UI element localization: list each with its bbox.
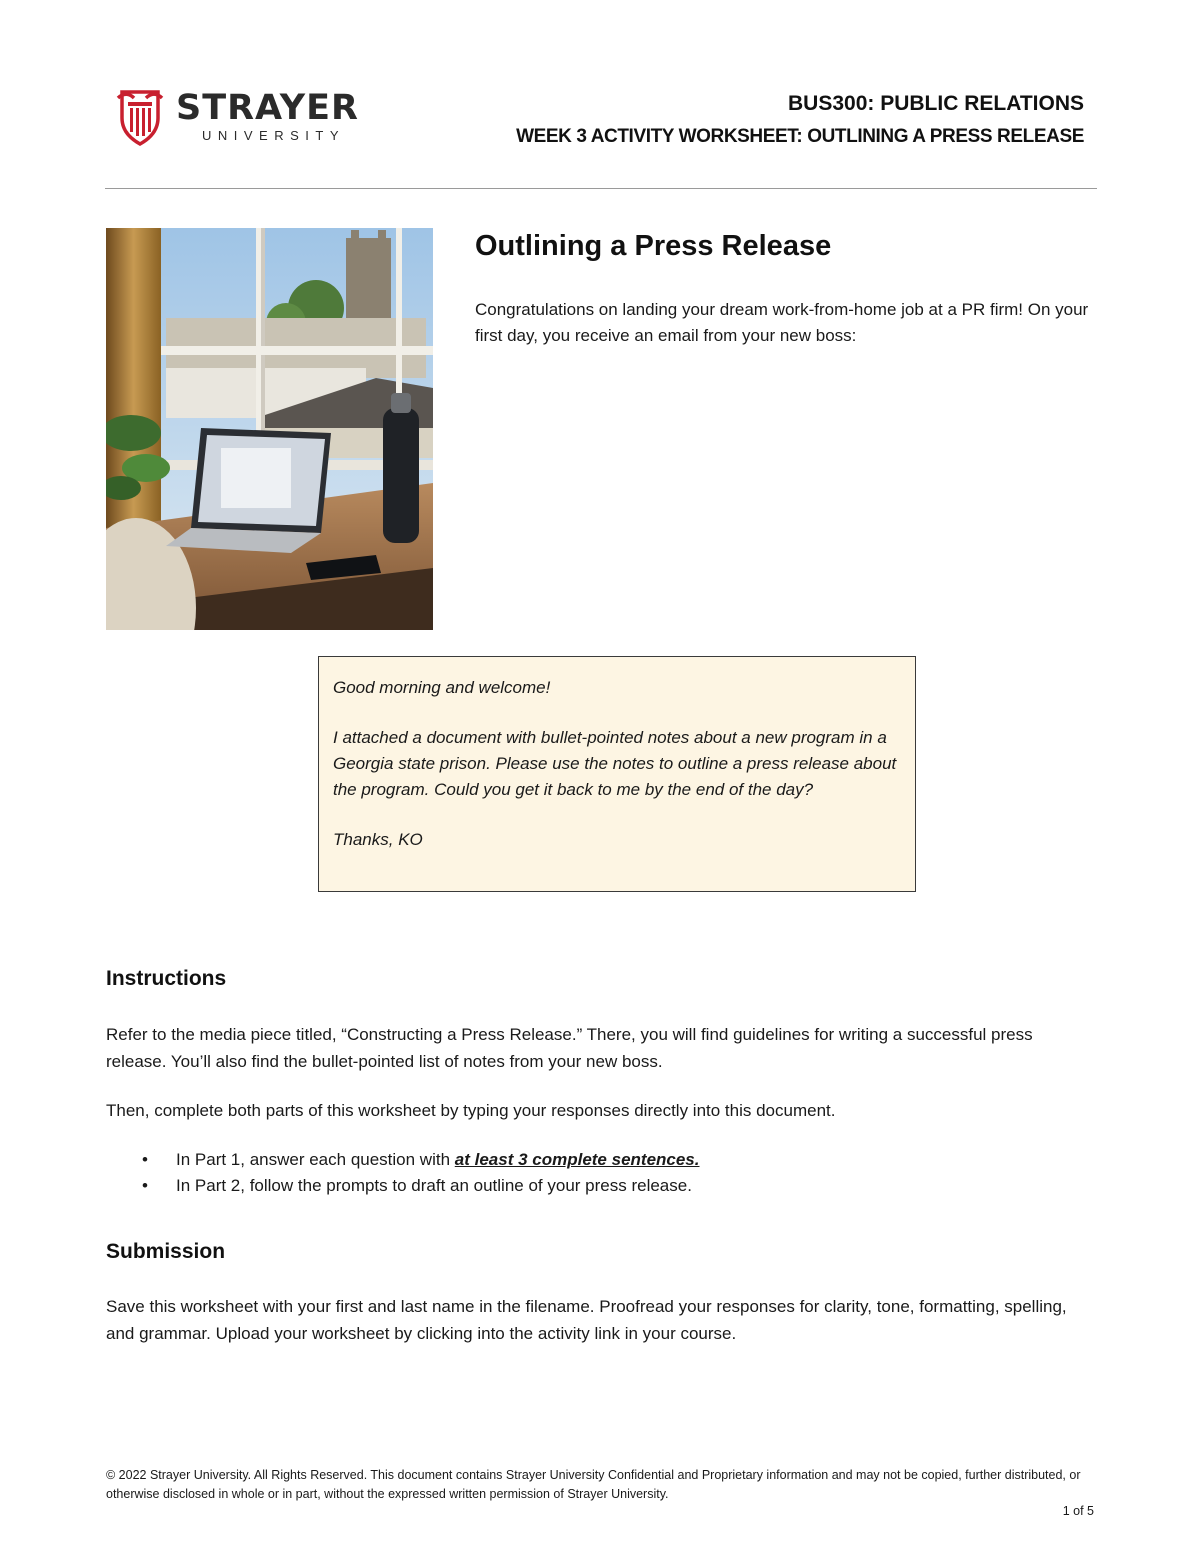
email-message-box <box>318 656 916 892</box>
workspace-photo <box>106 228 433 630</box>
list-item <box>106 1147 1086 1173</box>
page-title: Outlining a Press Release <box>475 230 832 262</box>
instructions-paragraph-2: Then, complete both parts of this worksheet by typing your responses directly into this document. <box>106 1101 836 1120</box>
bullet-text: In Part 2, follow the prompts to draft an outline of your press release. <box>176 1176 692 1195</box>
email-greeting: Good morning and welcome! <box>333 678 551 697</box>
bullet-icon: • <box>142 1150 148 1169</box>
logo-wordmark: STRAYER <box>176 88 359 128</box>
bullet-emphasis: at least 3 complete sentences. <box>454 1150 700 1169</box>
strayer-logo <box>116 88 376 148</box>
worksheet-title: WEEK 3 ACTIVITY WORKSHEET: OUTLINING A PRESS RELEASE <box>516 126 1084 147</box>
submission-text: Save this worksheet with your first and last name in the filename. Proofread your responses for clarity, tone, formatting, spelling, and grammar. Upload your worksheet by clicking into the activity link in your course. <box>106 1297 1067 1343</box>
email-signoff: Thanks, KO <box>333 830 423 849</box>
shield-icon <box>116 88 164 146</box>
instructions-heading: Instructions <box>106 967 227 990</box>
course-title: BUS300: PUBLIC RELATIONS <box>788 92 1084 115</box>
bullet-icon: • <box>142 1176 148 1195</box>
logo-subtitle: UNIVERSITY <box>202 128 346 143</box>
intro-text: Congratulations on landing your dream work-from-home job at a PR firm! On your first day, you receive an email from your new boss: <box>475 300 1089 345</box>
submission-heading: Submission <box>106 1240 226 1263</box>
bullet-text: In Part 1, answer each question with <box>176 1150 455 1169</box>
copyright-notice: © 2022 Strayer University. All Rights Reserved. This document contains Strayer University Confidential and Proprietary information and may not be copied, further distributed, or otherwise disclosed in whole or in part, without the expressed written permission of Strayer University. <box>106 1468 1081 1501</box>
list-item <box>106 1173 1086 1199</box>
page-number: 1 of 5 <box>1062 1504 1094 1518</box>
header-divider <box>105 188 1097 189</box>
email-body: I attached a document with bullet-pointed notes about a new program in a Georgia state prison. Please use the notes to outline a press release about the program. Could you get it back to me by the end of the day? <box>333 728 897 799</box>
instructions-paragraph-1: Refer to the media piece titled, “Constructing a Press Release.” There, you will find guidelines for writing a successful press release. You’ll also find the bullet-pointed list of notes from your new boss. <box>106 1025 1033 1071</box>
instructions-list <box>106 1147 1086 1199</box>
